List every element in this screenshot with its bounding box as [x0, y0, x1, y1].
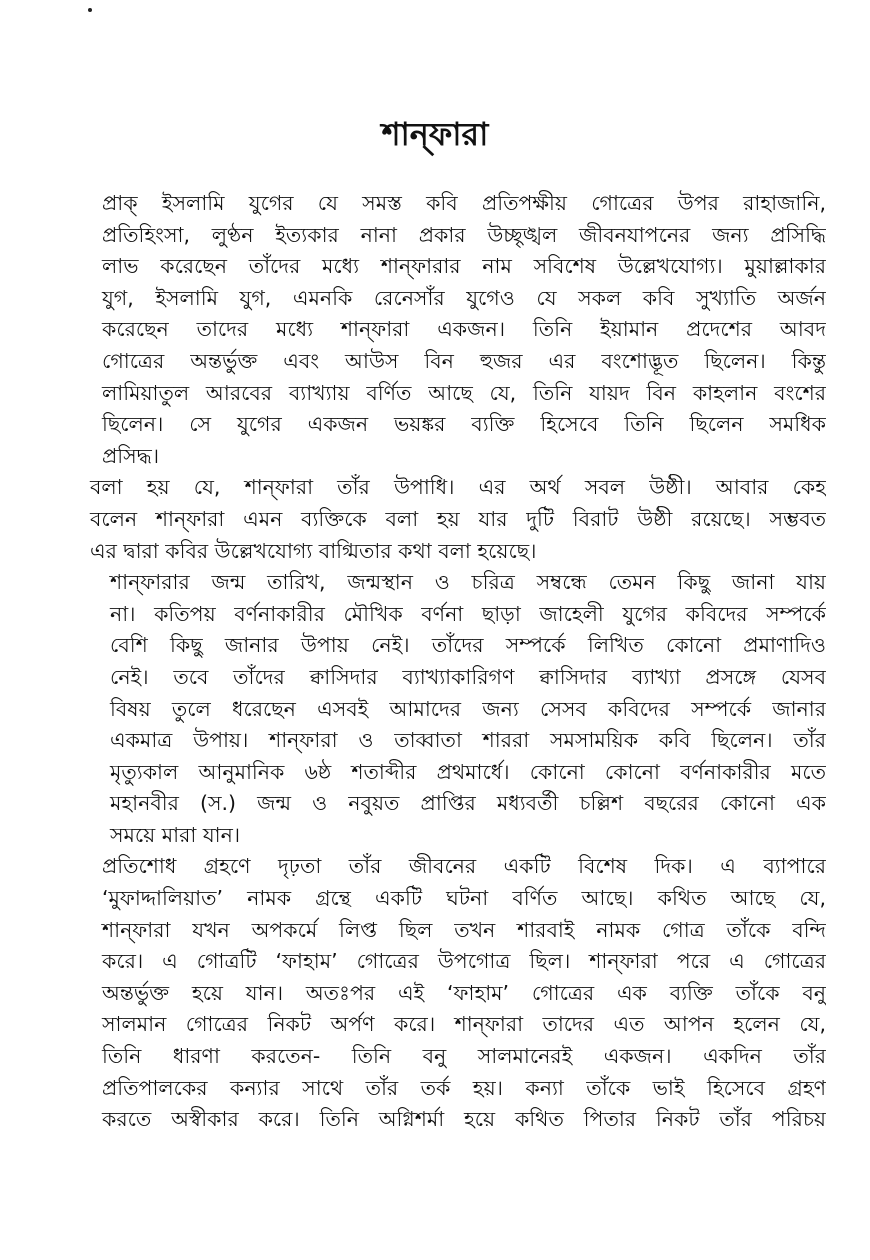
text-line: শান্‌ফারার জন্ম তারিখ, জন্মস্থান ও চরিত্র সম্বন্ধে তেমন কিছু জানা যায়: [110, 570, 826, 595]
page-title: শান্‌ফারা: [381, 115, 489, 153]
text-line: বেশি কিছু জানার উপায় নেই। তাঁদের সম্পর্কে লিখিত কোনো প্রমাণাদিও: [110, 633, 826, 658]
ink-speck: [88, 8, 92, 12]
text-line: প্রসিদ্ধ।: [102, 443, 160, 468]
text-line: ‘মুফাদ্দালিয়াত’ নামক গ্রন্থে একটি ঘটনা বর্ণিত আছে। কথিত আছে যে,: [102, 886, 826, 911]
text-line: লাভ করেছেন তাঁদের মধ্যে শান্‌ফারার নাম সবিশেষ উল্লেখযোগ্য। মুয়াল্লাকার: [102, 254, 826, 279]
text-line: করেছেন তাদের মধ্যে শান্‌ফারা একজন। তিনি ইয়ামান প্রদেশের আবদ: [102, 317, 826, 342]
paragraph-2: [62, 472, 826, 567]
text-line: শান্‌ফারা যখন অপকর্মে লিপ্ত ছিল তখন শারবাই নামক গোত্র তাঁকে বন্দি: [102, 917, 826, 942]
text-line: বিষয় তুলে ধরেছেন এসবই আমাদের জন্য সেসব কবিদের সম্পর্কে জানার: [110, 696, 826, 721]
paragraph-3: [62, 567, 826, 851]
paragraph-4: [62, 851, 826, 1135]
paragraph-1: [62, 188, 826, 472]
text-line: একমাত্র উপায়। শান্‌ফারা ও তাব্বাতা শাররা সমসাময়িক কবি ছিলেন। তাঁর: [110, 728, 826, 753]
document-body: [62, 188, 826, 1136]
text-line: বলেন শান্‌ফারা এমন ব্যক্তিকে বলা হয় যার দুটি বিরাট উষ্ঠী রয়েছে। সম্ভবত: [90, 506, 826, 531]
text-line: এর দ্বারা কবির উল্লেখযোগ্য বাগ্মিতার কথা বলা হয়েছে।: [90, 538, 537, 563]
text-line: প্রতিশোধ গ্রহণে দৃঢ়তা তাঁর জীবনের একটি বিশেষ দিক। এ ব্যাপারে: [102, 854, 826, 879]
text-line: তিনি ধারণা করতেন- তিনি বনু সালমানেরই একজন। একদিন তাঁর: [102, 1044, 826, 1069]
text-line: করতে অস্বীকার করে। তিনি অগ্নিশর্মা হয়ে কথিত পিতার নিকট তাঁর পরিচয়: [102, 1107, 826, 1132]
text-line: মৃত্যুকাল আনুমানিক ৬ষ্ঠ শতাব্দীর প্রথমার্ধে। কোনো কোনো বর্ণনাকারীর মতে: [110, 759, 826, 784]
text-line: গোত্রের অন্তর্ভুক্ত এবং আউস বিন হুজর এর বংশোদ্ভূত ছিলেন। কিন্তু: [102, 348, 826, 373]
text-line: প্রতিপালকের কন্যার সাথে তাঁর তর্ক হয়। কন্যা তাঁকে ভাই হিসেবে গ্রহণ: [102, 1075, 826, 1100]
text-line: ছিলেন। সে যুগের একজন ভয়ঙ্কর ব্যক্তি হিসেবে তিনি ছিলেন সমধিক: [102, 412, 826, 437]
text-line: যুগ, ইসলামি যুগ, এমনকি রেনেসাঁর যুগেও যে সকল কবি সুখ্যাতি অর্জন: [102, 285, 826, 310]
text-line: সালমান গোত্রের নিকট অর্পণ করে। শান্‌ফারা তাদের এত আপন হলেন যে,: [102, 1012, 826, 1037]
text-line: নেই। তবে তাঁদের ক্বাসিদার ব্যাখ্যাকারিগণ ক্বাসিদার ব্যাখ্যা প্রসঙ্গে যেসব: [110, 664, 826, 689]
text-line: বলা হয় যে, শান্‌ফারা তাঁর উপাধি। এর অর্থ সবল উষ্ঠী। আবার কেহ: [90, 475, 826, 500]
text-line: লামিয়াতুল আরবের ব্যাখ্যায় বর্ণিত আছে যে, তিনি যায়দ বিন কাহলান বংশের: [102, 380, 826, 405]
text-line: অন্তর্ভুক্ত হয়ে যান। অতঃপর এই ‘ফাহাম’ গোত্রের এক ব্যক্তি তাঁকে বনু: [102, 980, 826, 1005]
text-line: প্রাক্‌ ইসলামি যুগের যে সমস্ত কবি প্রতিপক্ষীয় গোত্রের উপর রাহাজানি,: [102, 191, 826, 215]
text-line: না। কতিপয় বর্ণনাকারীর মৌখিক বর্ণনা ছাড়া জাহেলী যুগের কবিদের সম্পর্কে: [110, 601, 826, 626]
text-line: করে। এ গোত্রটি ‘ফাহাম’ গোত্রের উপগোত্র ছিল। শান্‌ফারা পরে এ গোত্রের: [102, 949, 826, 974]
text-line: সময়ে মারা যান।: [110, 822, 241, 847]
text-line: প্রতিহিংসা, লুণ্ঠন ইত্যকার নানা প্রকার উচ্ছৃঙ্খল জীবনযাপনের জন্য প্রসিদ্ধি: [102, 222, 826, 247]
text-line: মহানবীর (স.) জন্ম ও নবুয়ত প্রাপ্তির মধ্যবর্তী চল্লিশ বছরের কোনো এক: [110, 791, 826, 816]
